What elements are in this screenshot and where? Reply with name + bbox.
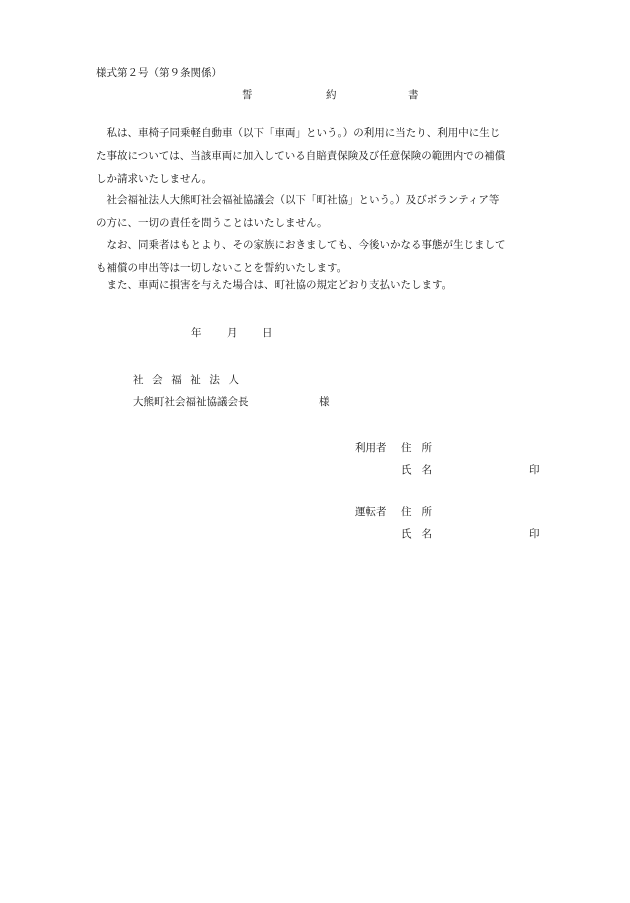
date-day-label: 日	[262, 327, 273, 339]
form-label: 様式第２号（第９条関係）	[96, 67, 222, 79]
title-char-3: 書	[408, 89, 419, 101]
paragraph-no-responsibility	[96, 194, 499, 240]
signatory-role-driver: 運転者	[355, 506, 387, 518]
driver-seal-mark: 印	[529, 528, 540, 540]
driver-name-label: 氏名	[401, 528, 442, 540]
paragraph-line: また、車両に損害を与えた場合は、町社協の規定どおり支払いたします。	[96, 279, 453, 291]
paragraph-line: なお、同乗者はもとより、その家族におきましても、今後いかなる事態が生じまして	[96, 239, 506, 251]
title-char-1: 誓	[242, 89, 253, 101]
paragraph-line: しか請求いたしません。	[96, 173, 213, 185]
driver-address-label: 住所	[401, 506, 442, 518]
paragraph-line: 社会福祉法人大熊町社会福祉協議会（以下「町社協」という。）及びボランティア等	[96, 194, 500, 206]
paragraph-damage-payment	[96, 279, 452, 302]
signatory-role-user: 利用者	[355, 442, 387, 454]
paragraph-liability-limit	[96, 127, 505, 196]
date-month-label: 月	[227, 327, 238, 339]
user-seal-mark: 印	[529, 464, 540, 476]
paragraph-line: も補償の申出等は一切しないことを誓約いたします。	[96, 262, 348, 274]
user-name-label: 氏名	[401, 464, 442, 476]
title-char-2: 約	[326, 89, 337, 101]
date-year-label: 年	[191, 327, 202, 339]
recipient-honorific: 様	[319, 396, 330, 408]
user-address-label: 住所	[401, 442, 442, 454]
paragraph-line: 私は、車椅子同乗軽自動車（以下「車両」という。）の利用に当たり、利用中に生じ	[96, 127, 501, 139]
paragraph-line: の方に、一切の責任を問うことはいたしません。	[96, 217, 328, 229]
recipient-name: 大熊町社会福祉協議会長	[133, 396, 249, 408]
recipient-corp-type: 社会福祉法人	[133, 374, 248, 386]
paragraph-line: た事故については、当該車両に加入している自賠責保険及び任意保険の範囲内での補償	[96, 150, 506, 162]
